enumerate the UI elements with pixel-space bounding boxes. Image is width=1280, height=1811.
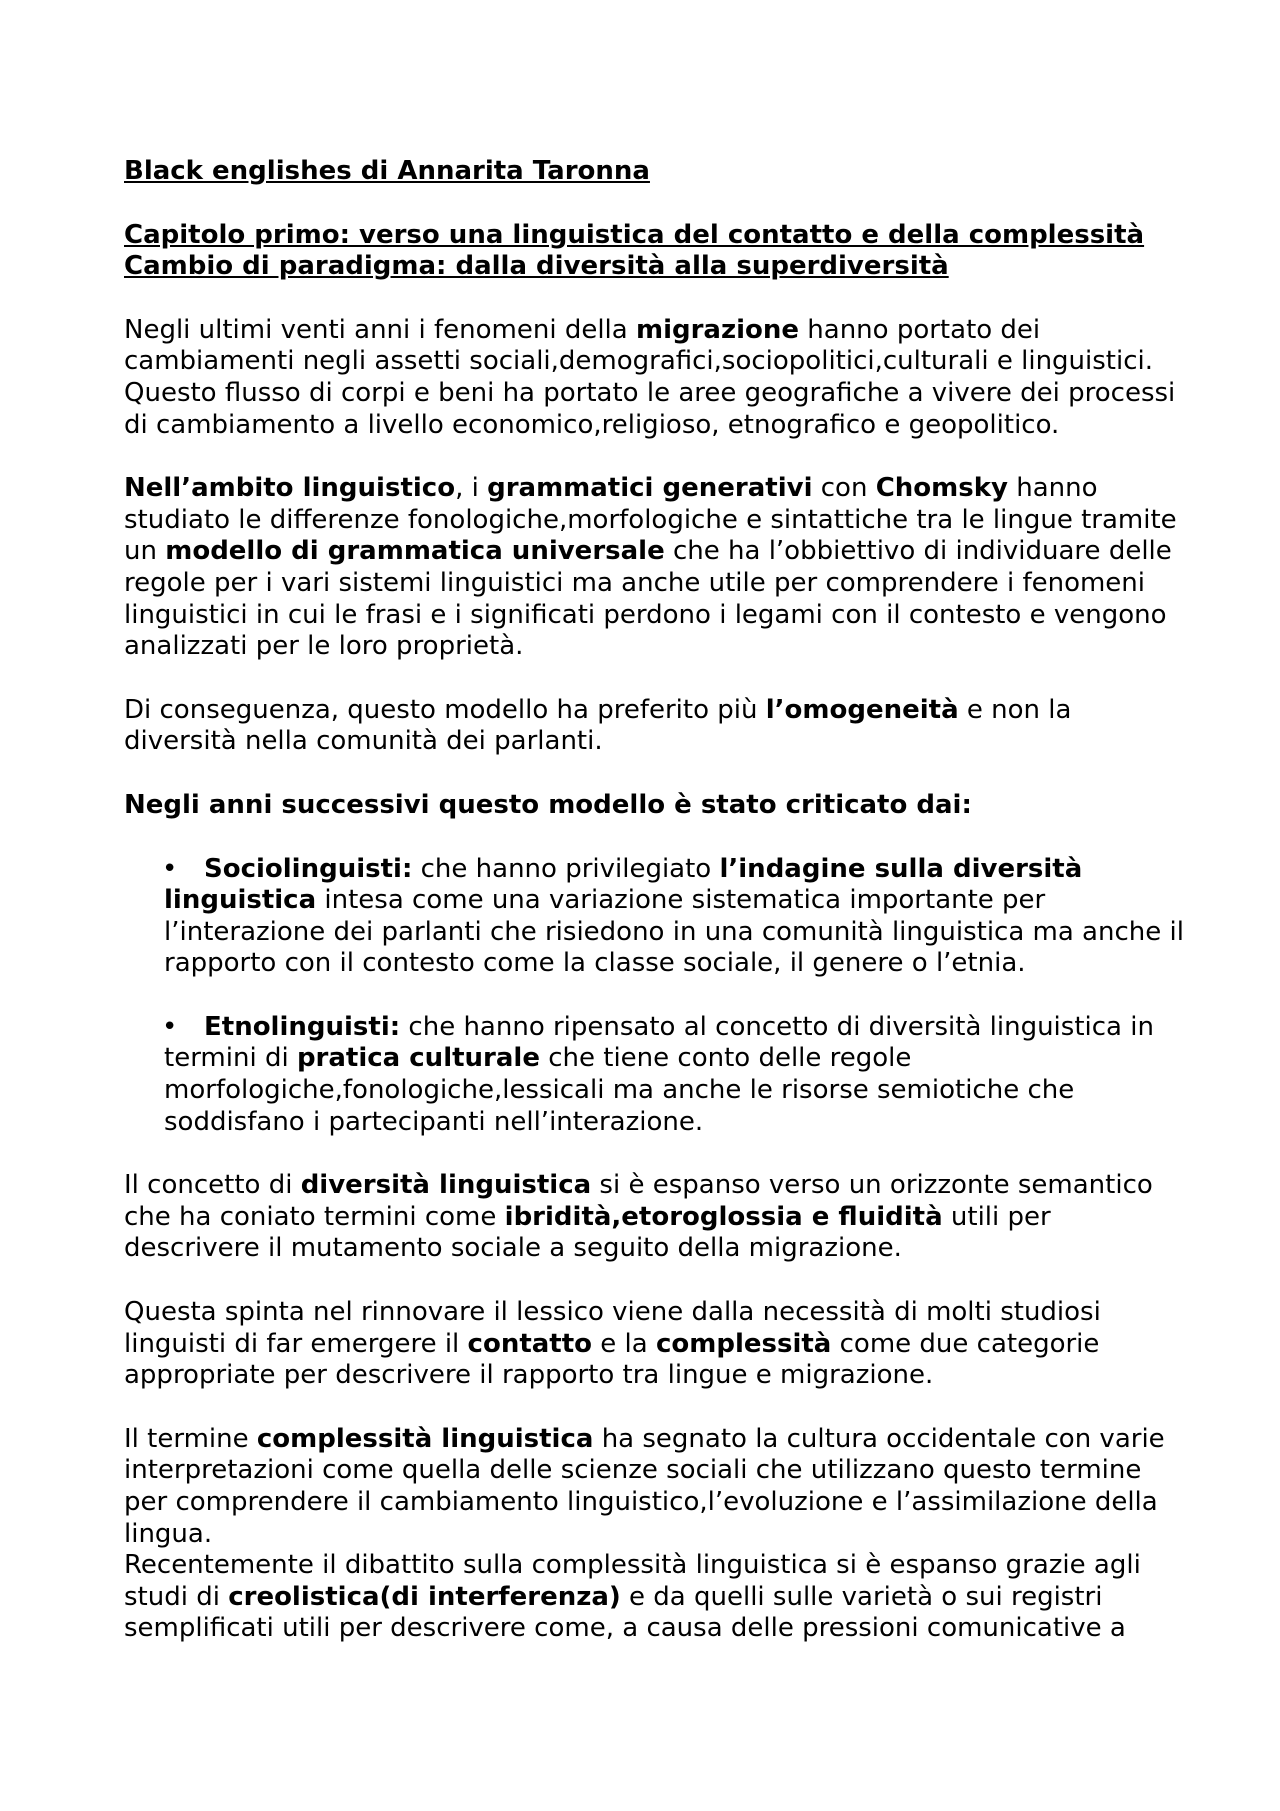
text: come due categorie appropriate per descrivere il rapporto tra lingue e migrazione. xyxy=(124,1328,1100,1391)
chapter-title: Capitolo primo: verso una linguistica del contatto e della complessità xyxy=(124,219,1145,250)
paragraph-linguistic-diversity xyxy=(124,1170,1184,1265)
bold-statement: Negli anni successivi questo modello è stato criticato dai: xyxy=(124,789,972,820)
text: , i xyxy=(455,473,488,504)
text: Il concetto di xyxy=(124,1170,301,1201)
text: Il termine xyxy=(124,1423,257,1454)
text: che hanno ripensato al concetto di diversità linguistica in termini di xyxy=(164,1011,1154,1074)
bold-term: diversità linguistica xyxy=(300,1170,592,1201)
paragraph-contact-complexity xyxy=(124,1297,1184,1392)
bold-term: Nell’ambito linguistico xyxy=(124,473,456,504)
text: intesa come una variazione sistematica importante per l’interazione dei parlanti che risiedono in una comunità linguistica ma anche il rapporto con il contesto come la classe sociale, il genere o l’etnia. xyxy=(164,885,1184,979)
text: Negli ultimi venti anni i fenomeni della xyxy=(124,314,636,345)
bullet-icon: • xyxy=(162,1011,178,1042)
text: Recentemente il dibattito sulla complessità linguistica si è espanso grazie agli studi di xyxy=(124,1550,1141,1612)
text: che hanno privilegiato xyxy=(412,853,720,884)
text: con xyxy=(812,473,876,504)
text: Questa spinta nel rinnovare il lessico viene dalla necessità di molti studiosi linguisti di far emergere il xyxy=(124,1297,1101,1359)
list-item-text xyxy=(164,854,1184,980)
paragraph-generative-grammar xyxy=(124,473,1184,663)
text: che ha l’obbiettivo di individuare delle regole per i vari sistemi linguistici ma anche utile per comprendere i fenomeni linguistici in cui le frasi e i significati perdono i legami con il contesto e vengono analizzati per le loro proprietà. xyxy=(124,536,1172,662)
text: e la xyxy=(592,1328,656,1359)
document-title: Black englishes di Annarita Taronna xyxy=(124,156,650,186)
text: ha segnato la cultura occidentale con varie interpretazioni come quella delle scienze sociali che utilizzano questo termine per comprendere il cambiamento linguistico,l’evoluzione e l’assimilazione della lingua. xyxy=(124,1423,1165,1549)
text: che tiene conto delle regole morfologiche,fonologiche,lessicali ma anche le risorse semiotiche che soddisfano i partecipanti nell’interazione. xyxy=(164,1043,1075,1137)
bold-term: Etnolinguisti: xyxy=(204,1011,401,1042)
paragraph-creolistics xyxy=(124,1550,1184,1645)
text: si è espanso verso un orizzonte semantico che ha coniato termini come xyxy=(124,1170,1153,1232)
text: Di conseguenza, questo modello ha preferito più xyxy=(124,694,766,725)
paragraph-homogeneity xyxy=(124,695,1184,758)
bold-term: complessità linguistica xyxy=(256,1423,594,1454)
text: e da quelli sulle varietà o sui registri semplificati utili per descrivere come, a causa delle pressioni comunicative a xyxy=(124,1581,1126,1644)
paragraph-criticism-heading xyxy=(124,790,1184,822)
critics-list xyxy=(124,854,1184,1139)
text: utili per descrivere il mutamento sociale a seguito della migrazione. xyxy=(124,1201,1051,1264)
bold-term: Sociolinguisti: xyxy=(204,853,413,884)
bold-term: modello di grammatica universale xyxy=(165,536,665,567)
bold-term: grammatici generativi xyxy=(487,473,813,504)
text: hanno portato dei cambiamenti negli assetti sociali,demografici,sociopolitici,culturali e linguistici. Questo flusso di corpi e beni ha portato le aree geografiche a vivere dei processi di cambiamento a livello economico,religioso, etnografico e geopolitico. xyxy=(124,314,1176,440)
section-title: Cambio di paradigma: dalla diversità alla superdiversità xyxy=(124,251,949,282)
paragraph-migration xyxy=(124,315,1184,441)
bold-term: migrazione xyxy=(635,314,800,345)
list-item xyxy=(124,854,1184,980)
paragraph-linguistic-complexity xyxy=(124,1424,1184,1550)
bold-term: pratica culturale xyxy=(296,1043,540,1074)
bold-term: l’omogeneità xyxy=(765,694,959,725)
list-item-text xyxy=(164,1012,1184,1138)
bullet-icon: • xyxy=(162,853,178,884)
bold-term: l’indagine sulla diversità linguistica xyxy=(164,853,1083,916)
bold-term: ibridità,etoroglossia e fluidità xyxy=(504,1201,943,1232)
bold-term: creolistica(di interferenza) xyxy=(228,1581,621,1612)
bold-term: contatto xyxy=(467,1328,593,1359)
text: hanno studiato le differenze fonologiche,morfologiche e sintattiche tra le lingue tramite un xyxy=(124,473,1177,567)
bold-term: Chomsky xyxy=(875,473,1008,504)
document-page xyxy=(124,156,1184,1645)
bold-term: complessità xyxy=(655,1328,832,1359)
list-item xyxy=(124,1012,1184,1138)
text: e non la diversità nella comunità dei parlanti. xyxy=(124,694,1072,757)
chapter-heading-block xyxy=(124,220,1184,283)
